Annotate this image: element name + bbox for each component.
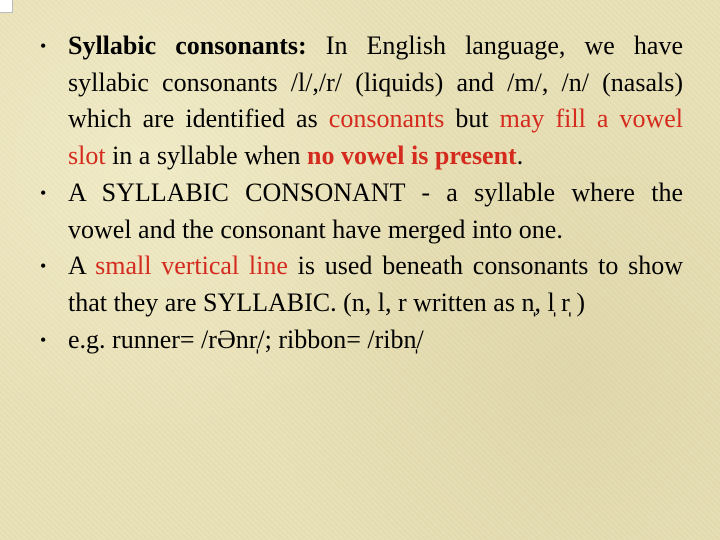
bullet-1-part-7: no vowel is present [307, 141, 517, 171]
slide-corner-marker [0, 0, 13, 13]
bullet-1-part-2: In English language, we have syllabic consonants /l/,/r/ (liquids) and /m/, /n/ (nasals) which are identified as [68, 31, 683, 134]
bullet-list [40, 28, 683, 358]
bullet-3-part-2: small vertical line [95, 251, 288, 281]
bullet-3-part-3: is used beneath consonants to show that they are SYLLABIC. (n, l, r written as n̩, l̩ r̩ ) [68, 251, 683, 317]
bullet-1-part-8: . [516, 141, 524, 171]
bullet-icon: • [40, 329, 47, 350]
bullet-1-part-5: may fill a vowel slot [68, 104, 683, 171]
bullet-icon: • [40, 256, 47, 277]
slide-content [40, 28, 683, 358]
bullet-item-definition [40, 175, 683, 248]
bullet-1-part-4: but [444, 104, 500, 134]
bullet-4-part-1: e.g. runner= /rƏnr̩/; ribbon= /ribn̩/ [68, 324, 424, 354]
bullet-2-part-1: A SYLLABIC CONSONANT - a syllable where the vowel and the consonant have merged into one. [68, 177, 683, 244]
bullet-item-syllabic-consonants [40, 28, 683, 175]
bullet-1-part-1: Syllabic consonants: [68, 31, 307, 60]
bullet-item-examples [40, 322, 683, 359]
bullet-1-part-3: consonants [328, 104, 445, 134]
bullet-item-vertical-line [40, 248, 683, 321]
bullet-icon: • [40, 36, 47, 56]
bullet-icon: • [40, 182, 47, 203]
bullet-3-part-1: A [68, 251, 96, 281]
bullet-1-part-6: in a syllable when [105, 141, 308, 171]
